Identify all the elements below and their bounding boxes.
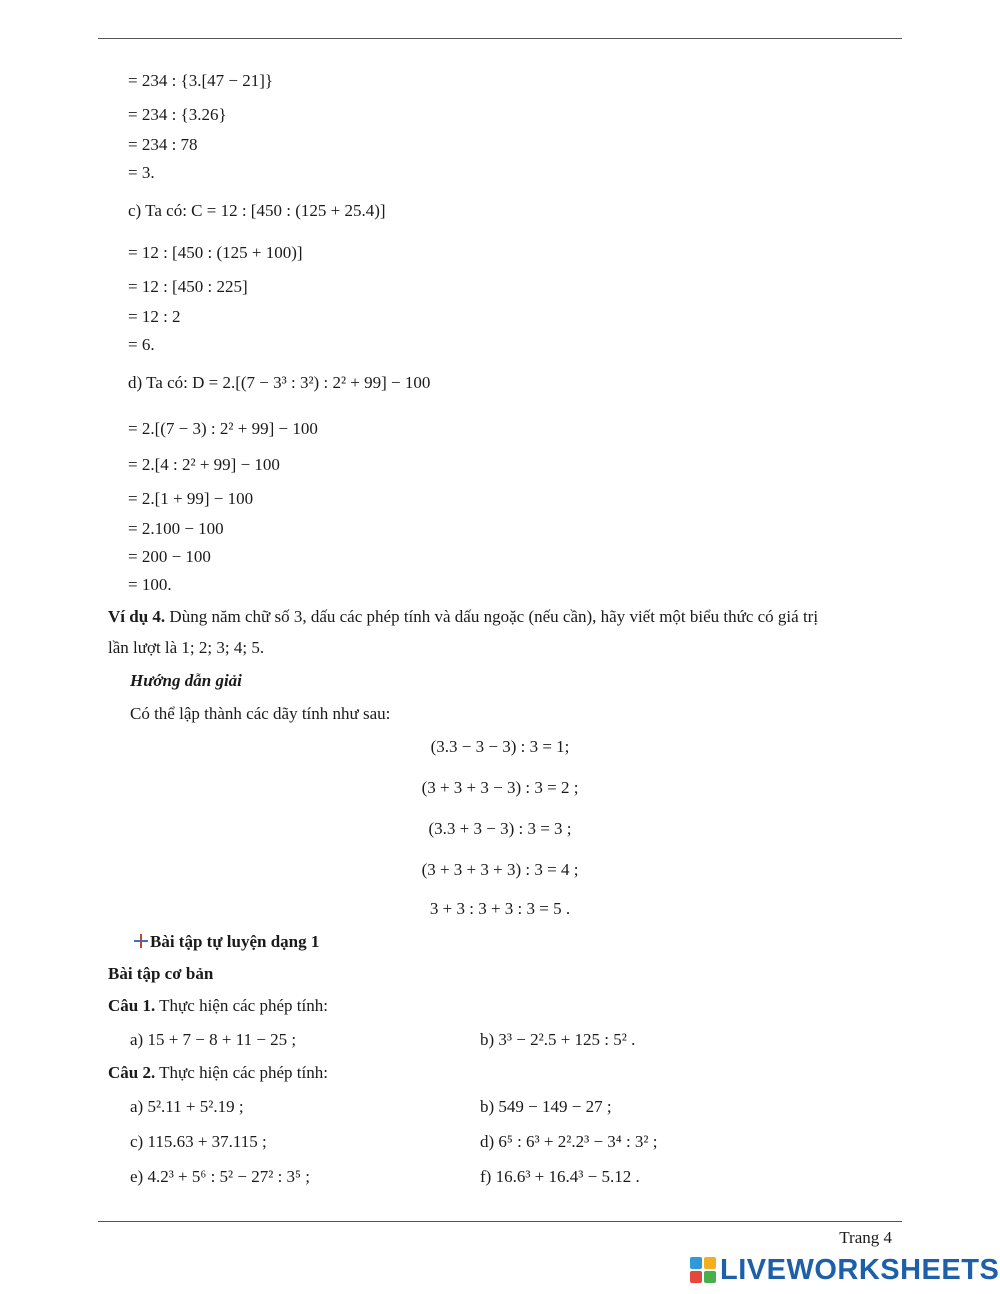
calc-line: = 12 : [450 : (125 + 100)]	[128, 243, 303, 262]
question-2-e: e) 4.2³ + 5⁶ : 5² − 27² : 3⁵ ;	[130, 1167, 310, 1186]
question-1-text: Thực hiện các phép tính:	[155, 996, 328, 1015]
guide-text: Có thể lập thành các dãy tính như sau:	[130, 704, 391, 723]
calc-line: = 234 : 78	[128, 135, 198, 154]
practice-heading	[134, 931, 319, 953]
guide-heading: Hướng dẫn giải	[130, 671, 242, 690]
question-1-a: a) 15 + 7 − 8 + 11 − 25 ;	[130, 1030, 297, 1049]
question-1-b: b) 3³ − 2².5 + 125 : 5² .	[480, 1030, 636, 1049]
centered-equation: (3.3 + 3 − 3) : 3 = 3 ;	[428, 819, 572, 838]
calc-line: = 234 : {3.[47 − 21]}	[128, 71, 274, 90]
logo-square	[704, 1257, 716, 1269]
centered-equation: (3 + 3 + 3 − 3) : 3 = 2 ;	[421, 778, 579, 797]
bottom-rule	[98, 1221, 902, 1222]
logo-square	[690, 1271, 702, 1283]
example-4-line-1	[108, 606, 818, 628]
question-1-label: Câu 1.	[108, 996, 156, 1015]
liveworksheets-logo[interactable]	[690, 1254, 999, 1286]
centered-equation: (3 + 3 + 3 + 3) : 3 = 4 ;	[421, 860, 579, 879]
calc-line: = 200 − 100	[128, 547, 211, 566]
calc-line: = 12 : [450 : 225]	[128, 277, 248, 296]
page-number: Trang 4	[839, 1228, 892, 1247]
calc-line: = 2.100 − 100	[128, 519, 224, 538]
calc-line: = 2.[(7 − 3) : 2² + 99] − 100	[128, 419, 318, 438]
question-2-d: d) 6⁵ : 6³ + 2².2³ − 3⁴ : 3² ;	[480, 1132, 658, 1151]
part-d-intro: d) Ta có: D = 2.[(7 − 3³ : 3²) : 2² + 99] − 100	[128, 373, 431, 392]
question-2	[108, 1062, 328, 1084]
calc-line: = 2.[4 : 2² + 99] − 100	[128, 455, 280, 474]
top-rule	[98, 38, 902, 39]
calc-line: = 2.[1 + 99] − 100	[128, 489, 254, 508]
practice-heading-text: Bài tập tự luyện dạng 1	[150, 932, 320, 951]
calc-line: = 6.	[128, 335, 155, 354]
centered-equation: 3 + 3 : 3 + 3 : 3 = 5 .	[429, 899, 571, 918]
question-2-a: a) 5².11 + 5².19 ;	[130, 1097, 244, 1116]
pin-icon	[134, 934, 148, 948]
basic-heading: Bài tập cơ bản	[108, 964, 214, 983]
question-2-b: b) 549 − 149 − 27 ;	[480, 1097, 612, 1116]
logo-square	[704, 1271, 716, 1283]
question-2-text: Thực hiện các phép tính:	[155, 1063, 328, 1082]
calc-line: = 100.	[128, 575, 172, 594]
calc-line: = 12 : 2	[128, 307, 181, 326]
question-2-label: Câu 2.	[108, 1063, 156, 1082]
example-4-text: Dùng năm chữ số 3, dấu các phép tính và dấu ngoặc (nếu cần), hãy viết một biểu thức có giá trị	[165, 607, 819, 626]
centered-equation: (3.3 − 3 − 3) : 3 = 1;	[430, 737, 570, 756]
question-1	[108, 995, 328, 1017]
question-2-c: c) 115.63 + 37.115 ;	[130, 1132, 267, 1151]
calc-line: = 3.	[128, 163, 155, 182]
logo-mark-icon	[690, 1257, 716, 1283]
logo-text: LIVEWORKSHEETS	[720, 1253, 1000, 1286]
question-2-f: f) 16.6³ + 16.4³ − 5.12 .	[480, 1167, 640, 1186]
logo-square	[690, 1257, 702, 1269]
example-4-label: Ví dụ 4.	[108, 607, 166, 626]
calc-line: = 234 : {3.26}	[128, 105, 227, 124]
part-c-intro: c) Ta có: C = 12 : [450 : (125 + 25.4)]	[128, 201, 386, 220]
example-4-line-2: lần lượt là 1; 2; 3; 4; 5.	[108, 638, 265, 657]
